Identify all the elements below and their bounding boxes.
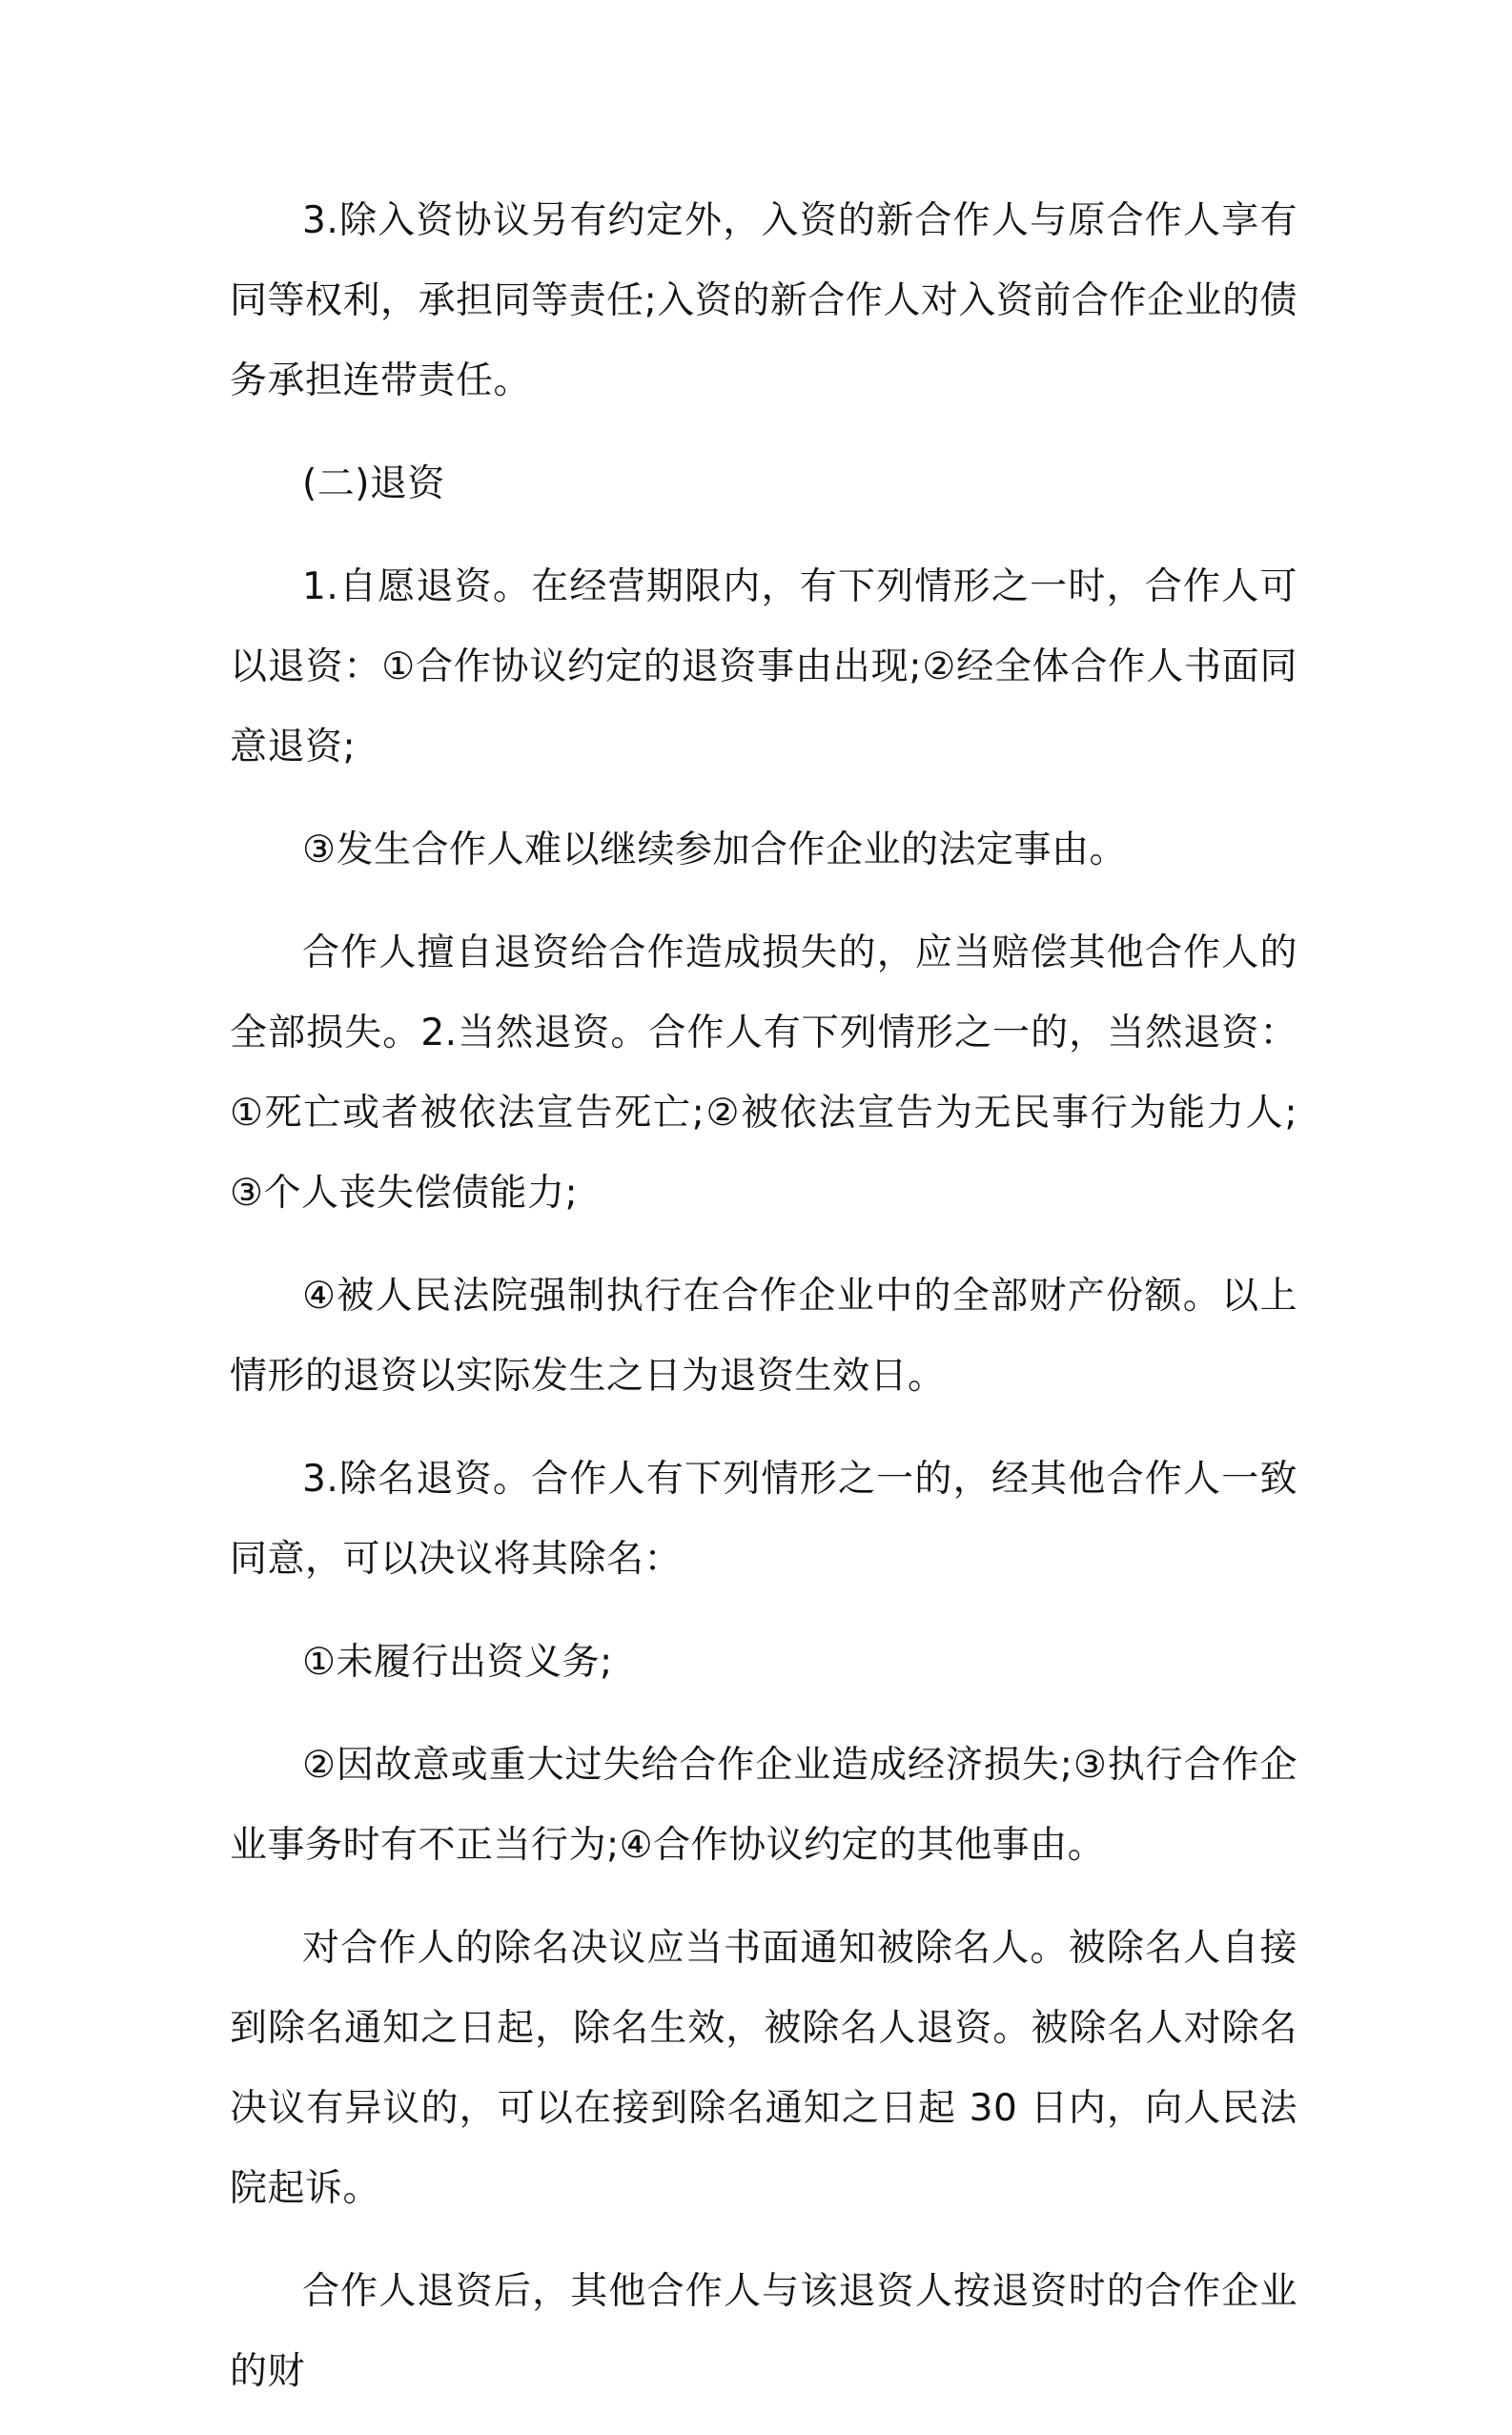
paragraph-voluntary-withdrawal: 1.自愿退资。在经营期限内，有下列情形之一时，合作人可以退资：①合作协议约定的退资事由出现;②经全体合作人书面同意退资; xyxy=(230,565,1297,768)
paragraph-automatic-withdrawal: 合作人擅自退资给合作造成损失的，应当赔偿其他合作人的全部损失。2.当然退资。合作人有下列情形之一的，当然退资：①死亡或者被依法宣告死亡;②被依法宣告为无民事行为能力人;③个人丧失偿债能力; xyxy=(230,931,1297,1215)
paragraph-settlement: 合作人退资后，其他合作人与该退资人按退资时的合作企业的财 xyxy=(230,2270,1297,2393)
document-body xyxy=(230,181,1297,2435)
section-heading-withdrawal: (二)退资 xyxy=(302,462,445,505)
list-item-unpaid-contribution: ①未履行出资义务; xyxy=(302,1641,613,1684)
paragraph-admission-rights: 3.除入资协议另有约定外，入资的新合作人与原合作人享有同等权利，承担同等责任;入资的新合作人对入资前合作企业的债务承担连带责任。 xyxy=(230,199,1297,402)
paragraph-enforced-execution: ④被人民法院强制执行在合作企业中的全部财产份额。以上情形的退资以实际发生之日为退资生效日。 xyxy=(230,1275,1297,1398)
list-item-expulsion-causes: ②因故意或重大过失给合作企业造成经济损失;③执行合作企业事务时有不正当行为;④合作协议约定的其他事由。 xyxy=(230,1744,1297,1867)
paragraph-expulsion: 3.除名退资。合作人有下列情形之一的，经其他合作人一致同意，可以决议将其除名： xyxy=(230,1458,1297,1581)
paragraph-expulsion-notice: 对合作人的除名决议应当书面通知被除名人。被除名人自接到除名通知之日起，除名生效，被除名人退资。被除名人对除名决议有异议的，可以在接到除名通知之日起 30 日内，向人民法院起诉。 xyxy=(230,1927,1297,2210)
paragraph-statutory-cause: ③发生合作人难以继续参加合作企业的法定事由。 xyxy=(302,829,1127,871)
